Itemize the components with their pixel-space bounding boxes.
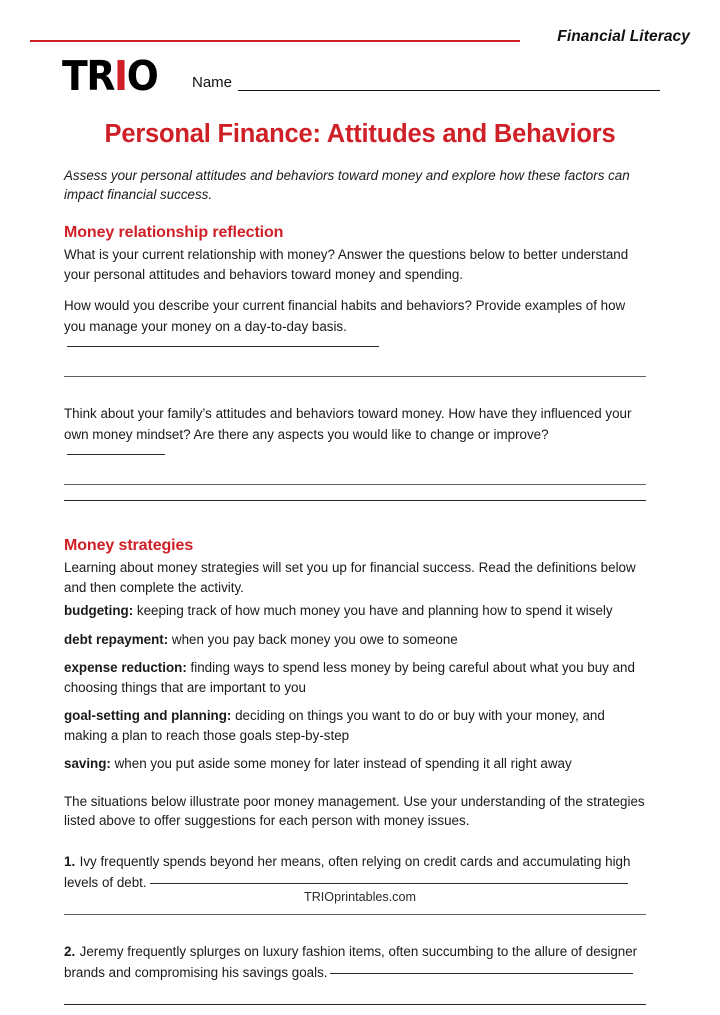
scenario-item bbox=[64, 851, 646, 915]
definition-item bbox=[64, 706, 646, 745]
scenario-number bbox=[64, 854, 75, 869]
definition-description: finding ways to spend less money by being careful about what you buy and choosing things that are important to you bbox=[64, 660, 635, 695]
definition-item bbox=[64, 630, 646, 650]
activity-intro: The situations below illustrate poor money management. Use your understanding of the strategies listed above to offer suggestions for each person with money issues. bbox=[64, 793, 645, 828]
section-intro: What is your current relationship with money? Answer the questions below to better understand your personal attitudes and behaviors toward money and spending. bbox=[64, 247, 629, 282]
name-input-line[interactable] bbox=[238, 76, 660, 91]
section-money-relationship-reflection bbox=[64, 224, 646, 501]
definition-description: keeping track of how much money you have and planning how to spend it wisely bbox=[136, 603, 613, 618]
answer-inline-rule[interactable] bbox=[330, 971, 633, 974]
name-label: Name bbox=[192, 74, 233, 91]
section-heading: Money relationship reflection bbox=[64, 224, 284, 241]
name-field[interactable] bbox=[192, 74, 660, 91]
scenario-number-label: 1. bbox=[64, 853, 76, 869]
definition-description: deciding on things you want to do or buy with your money, and making a plan to reach those goals step-by-step bbox=[64, 708, 605, 743]
header-accent-rule bbox=[30, 40, 520, 42]
header-bar bbox=[30, 28, 690, 54]
worksheet-content bbox=[64, 166, 646, 1015]
question-block bbox=[64, 295, 646, 377]
worksheet-intro: Assess your personal attitudes and behaviors toward money and explore how these factors can impact financial success. bbox=[64, 168, 630, 202]
definition-term: expense reduction: bbox=[64, 660, 187, 675]
logo-accent-letter: I bbox=[114, 52, 127, 100]
definition-term: goal-setting and planning: bbox=[64, 708, 232, 723]
trio-logo bbox=[62, 52, 158, 100]
scenario-item bbox=[64, 941, 646, 1005]
answer-rule[interactable] bbox=[64, 483, 646, 485]
scenario-text: Jeremy frequently splurges on luxury fashion items, often succumbing to the allure of designer brands and compromising his savings goals. bbox=[64, 943, 638, 980]
footer-link[interactable]: TRIOprintables.com bbox=[304, 890, 416, 904]
definition-term: saving: bbox=[64, 756, 111, 771]
question-block bbox=[64, 403, 646, 501]
answer-inline-rule[interactable] bbox=[67, 452, 165, 455]
logo-text-before: TR bbox=[62, 52, 115, 100]
section-heading: Money strategies bbox=[64, 537, 194, 554]
definition-description: when you pay back money you owe to someone bbox=[171, 631, 458, 647]
question-text: How would you describe your current financial habits and behaviors? Provide examples of how you manage your money on a day-to-day basis. bbox=[64, 298, 626, 334]
definition-item bbox=[64, 754, 646, 774]
logo-text-after: O bbox=[126, 52, 158, 100]
scenario-number bbox=[64, 944, 75, 959]
section-intro: Learning about money strategies will set you up for financial success. Read the definitions below and then complete the activity. bbox=[64, 560, 636, 595]
subject-label: Financial Literacy bbox=[557, 28, 690, 45]
section-money-strategies bbox=[64, 537, 646, 1005]
scenario-text: Ivy frequently spends beyond her means, often relying on credit cards and accumulating high levels of debt. bbox=[64, 853, 631, 890]
definition-description: when you put aside some money for later instead of spending it all right away bbox=[114, 756, 572, 771]
definition-item bbox=[64, 601, 646, 621]
definition-item bbox=[64, 658, 646, 697]
answer-inline-rule[interactable] bbox=[67, 344, 379, 347]
definition-term: debt repayment: bbox=[64, 631, 169, 647]
page-title: Personal Finance: Attitudes and Behaviors bbox=[104, 120, 616, 148]
answer-rule[interactable] bbox=[64, 1003, 646, 1005]
scenario-number-label: 2. bbox=[64, 943, 76, 959]
question-text: Think about your family’s attitudes and behaviors toward money. How have they influenced your own money mindset? Are there any aspects you would like to change or improve? bbox=[64, 406, 632, 442]
answer-rule[interactable] bbox=[64, 913, 646, 915]
answer-rule[interactable] bbox=[64, 499, 646, 501]
answer-inline-rule[interactable] bbox=[150, 881, 628, 884]
answer-rule[interactable] bbox=[64, 375, 646, 377]
definition-term: budgeting: bbox=[64, 603, 134, 618]
